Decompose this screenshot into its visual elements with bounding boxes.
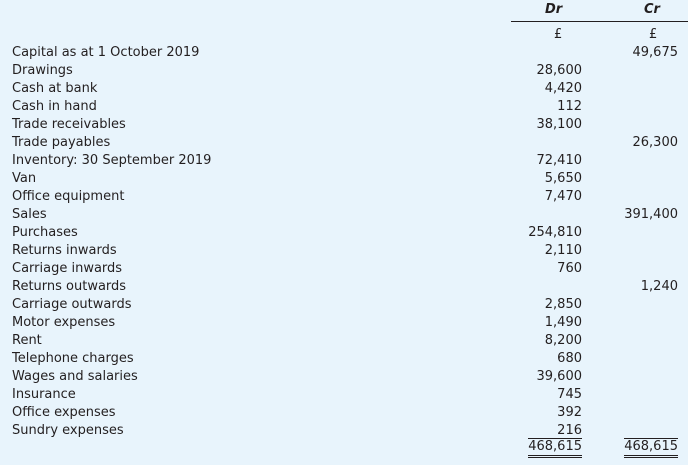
table-row (0, 80, 688, 98)
account-name: Cash in hand (12, 99, 97, 114)
table-row (0, 332, 688, 350)
account-name: Telephone charges (12, 351, 134, 366)
account-name: Drawings (12, 63, 73, 78)
cr-total: 468,615 (624, 438, 678, 458)
table-row (0, 404, 688, 422)
debit-amount: 2,110 (544, 243, 582, 258)
credit-amount: 49,675 (632, 45, 678, 60)
account-name: Sundry expenses (12, 423, 124, 438)
debit-amount: 1,490 (544, 315, 582, 330)
debit-amount: 392 (557, 405, 582, 420)
debit-amount: 112 (557, 99, 582, 114)
account-name: Cash at bank (12, 81, 98, 96)
debit-amount: 7,470 (544, 189, 582, 204)
dr-currency: £ (554, 27, 563, 42)
table-row (0, 206, 688, 224)
table-row (0, 368, 688, 386)
dr-column-header: Dr (545, 2, 563, 17)
account-name: Insurance (12, 387, 76, 402)
debit-amount: 2,850 (544, 297, 582, 312)
debit-amount: 72,410 (536, 153, 582, 168)
account-name: Trade receivables (12, 117, 126, 132)
table-row (0, 116, 688, 134)
dr-total: 468,615 (528, 438, 582, 458)
debit-amount: 745 (557, 387, 582, 402)
account-name: Sales (12, 207, 47, 222)
debit-amount: 4,420 (544, 81, 582, 96)
table-row (0, 386, 688, 404)
table-row (0, 260, 688, 278)
account-name: Van (12, 171, 37, 186)
table-row (0, 170, 688, 188)
account-name: Capital as at 1 October 2019 (12, 45, 200, 60)
debit-amount: 8,200 (544, 333, 582, 348)
credit-amount: 1,240 (640, 279, 678, 294)
credit-amount: 391,400 (624, 207, 678, 222)
account-name: Wages and salaries (12, 369, 138, 384)
debit-amount: 38,100 (536, 117, 582, 132)
table-row (0, 242, 688, 260)
account-name: Inventory: 30 September 2019 (12, 153, 212, 168)
table-row (0, 44, 688, 62)
account-name: Returns inwards (12, 243, 117, 258)
debit-amount: 680 (557, 351, 582, 366)
debit-amount: 5,650 (544, 171, 582, 186)
credit-amount: 26,300 (632, 135, 678, 150)
table-row (0, 296, 688, 314)
debit-amount: 28,600 (536, 63, 582, 78)
table-row (0, 134, 688, 152)
account-name: Carriage outwards (12, 297, 132, 312)
table-row (0, 62, 688, 80)
table-row (0, 98, 688, 116)
account-name: Office expenses (12, 405, 116, 420)
account-name: Rent (12, 333, 42, 348)
account-name: Trade payables (12, 135, 111, 150)
table-row (0, 224, 688, 242)
debit-amount: 760 (557, 261, 582, 276)
table-row (0, 152, 688, 170)
account-name: Purchases (12, 225, 78, 240)
table-row (0, 350, 688, 368)
cr-currency: £ (649, 27, 658, 42)
cr-column-header: Cr (644, 2, 660, 17)
account-name: Returns outwards (12, 279, 127, 294)
table-row (0, 188, 688, 206)
table-row (0, 314, 688, 332)
debit-amount: 39,600 (536, 369, 582, 384)
account-name: Carriage inwards (12, 261, 123, 276)
account-name: Motor expenses (12, 315, 116, 330)
header-rule (511, 21, 688, 22)
debit-amount: 216 (557, 423, 582, 438)
debit-amount: 254,810 (528, 225, 582, 240)
account-name: Office equipment (12, 189, 125, 204)
table-row (0, 278, 688, 296)
totals-row (0, 438, 688, 456)
